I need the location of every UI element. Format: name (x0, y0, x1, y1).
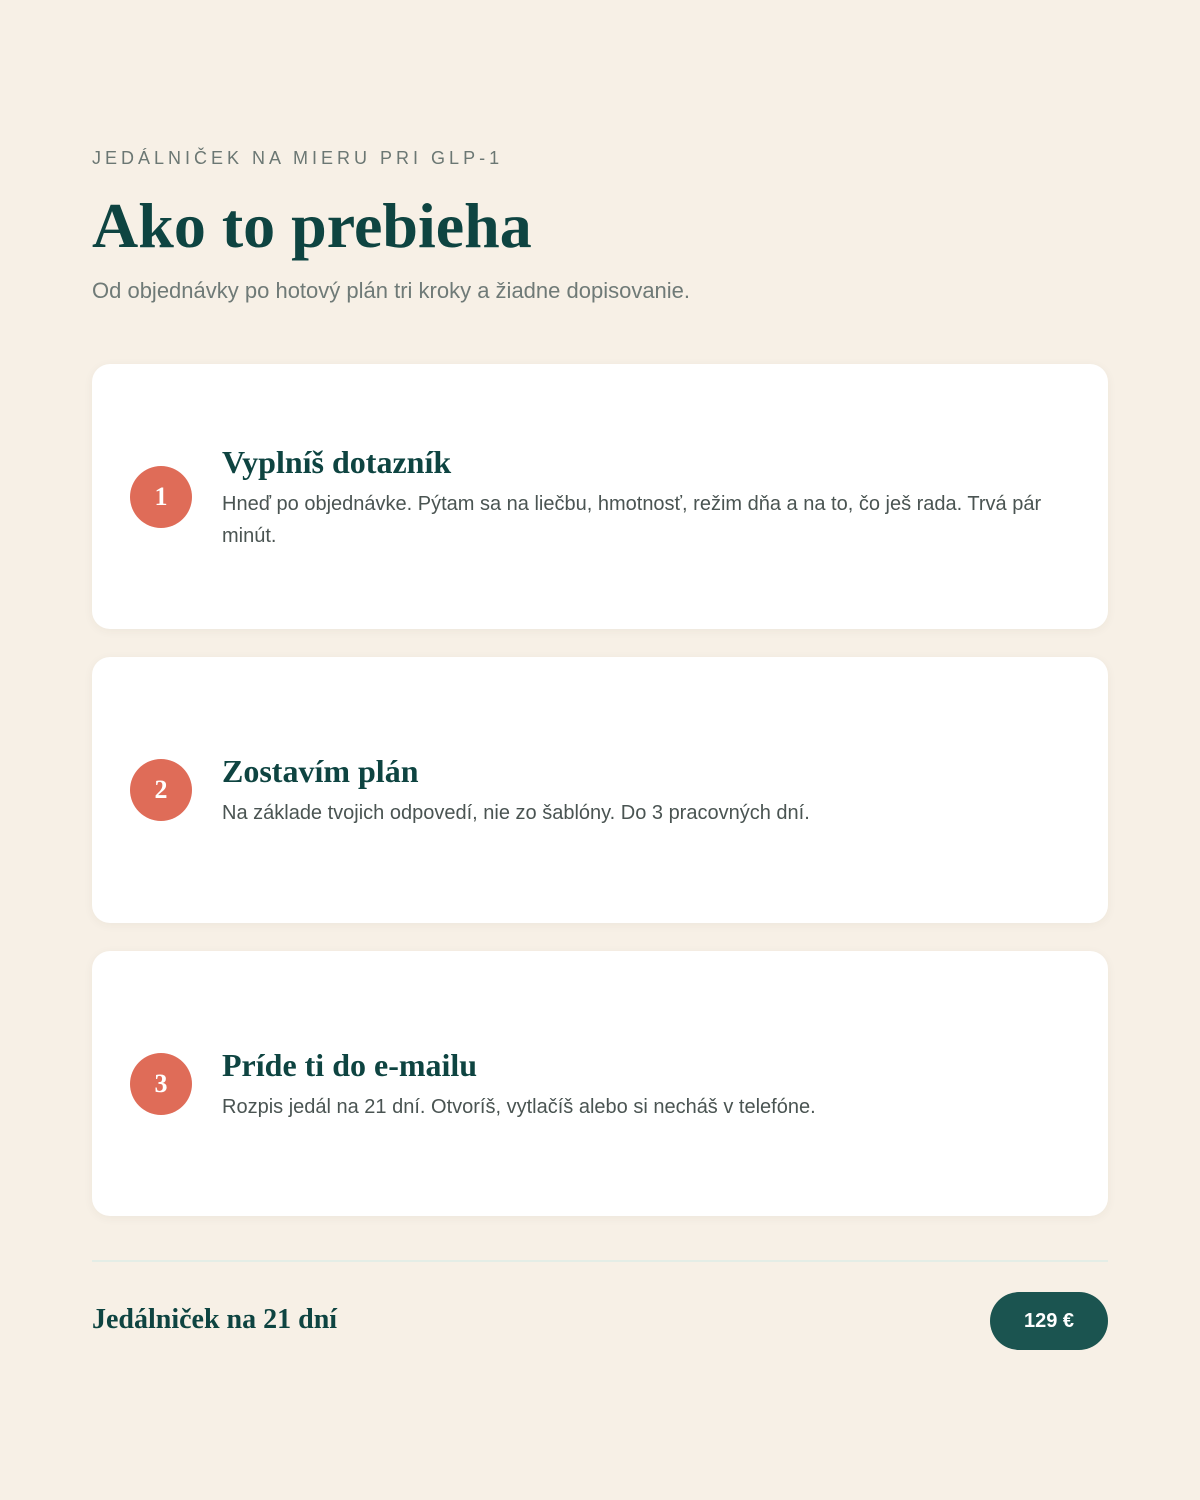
step-content (222, 751, 1058, 829)
step-number-badge: 2 (130, 759, 192, 821)
step-content (222, 442, 1058, 552)
step-title: Zostavím plán (222, 753, 419, 789)
step-title: Príde ti do e-mailu (222, 1046, 478, 1083)
step-description: Hneď po objednávke. Pýtam sa na liečbu, hmotnosť, režim dňa a na to, čo ješ rada. Trvá pár minút. (222, 492, 1042, 547)
page-subtitle: Od objednávky po hotový plán tri kroky a žiadne dopisovanie. (92, 278, 691, 303)
step-title: Vyplníš dotazník (222, 443, 452, 480)
step-card-3 (92, 951, 1108, 1216)
eyebrow-label: JEDÁLNIČEK NA MIERU PRI GLP-1 (92, 148, 504, 168)
step-description: Na základe tvojich odpovedí, nie zo šablóny. Do 3 pracovných dní. (222, 802, 810, 824)
product-name: Jedálniček na 21 dní (92, 1304, 338, 1335)
page-title: Ako to prebieha (92, 190, 532, 261)
step-card-1 (92, 364, 1108, 629)
step-card-2 (92, 657, 1108, 923)
price-button[interactable]: 129 € (990, 1292, 1108, 1350)
step-content (222, 1045, 1058, 1123)
step-number-badge: 3 (130, 1053, 192, 1115)
step-description: Rozpis jedál na 21 dní. Otvoríš, vytlačíš alebo si necháš v telefóne. (222, 1095, 816, 1118)
step-number-badge: 1 (130, 466, 192, 528)
footer-divider (92, 1260, 1108, 1262)
